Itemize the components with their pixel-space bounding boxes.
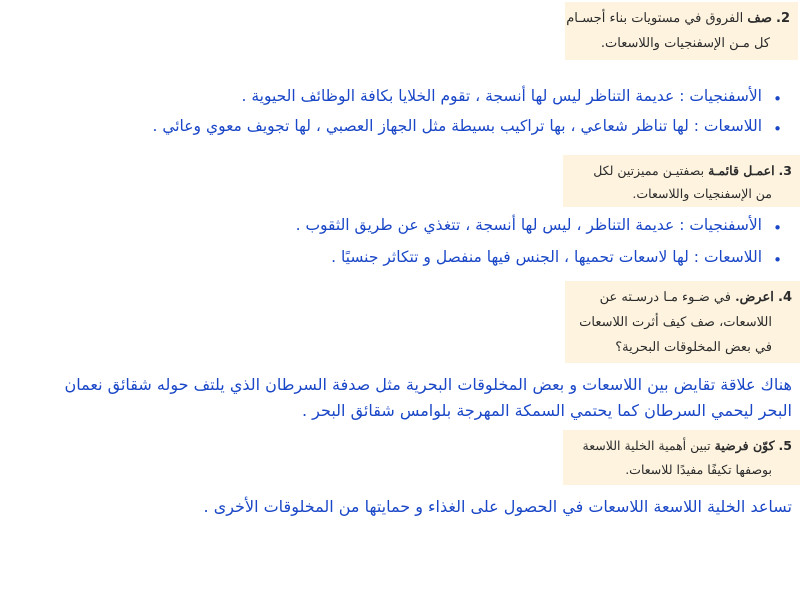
question-3-text-2: من الإسفنجيات واللاسعات.	[632, 186, 772, 201]
question-3-line-1	[571, 159, 792, 182]
question-4-text-1: في ضـوء مـا درسـته عن	[599, 290, 731, 305]
answer-3-line-1: الأسفنجيات : عديمة التناظر ، ليس لها أنسجة ، تتغذي عن طريق الثقوب .	[295, 216, 762, 234]
question-4-text-3: في بعض المخلوقات البحرية؟	[615, 340, 772, 355]
question-2-keyword: صف	[747, 11, 772, 26]
question-5-number: 5.	[778, 438, 792, 453]
question-2-text-1: الفروق في مستويات بناء أجسـام	[566, 11, 744, 26]
bullet-dot: •	[773, 219, 782, 237]
bullet-dot: •	[773, 90, 782, 108]
question-3-keyword: اعمـل قائمـة	[708, 163, 775, 178]
answer-5-text: تساعد الخلية اللاسعة اللاسعات في الحصول على الغذاء و حمايتها من المخلوقات الأخرى .	[203, 497, 792, 516]
answer-2-line-1: الأسفنجيات : عديمة التناظر ليس لها أنسجة ، تقوم الخلايا بكافة الوظائف الحيوية .	[241, 87, 762, 105]
question-5-line-1	[571, 434, 792, 458]
answer-2-line-2: اللاسعات : لها تناظر شعاعي ، بها تراكيب بسيطة مثل الجهاز العصبي ، لها تجويف معوي وعائي .	[152, 117, 762, 135]
question-5-keyword: كوّن فرضية	[714, 438, 775, 453]
answer-4-paragraph: هناك علاقة تقايض بين اللاسعات و بعض المخلوقات البحرية مثل صدفة السرطان الذي يلتف حوله شقائق نعمان البحر ليحمي السرطان كما يحتمي السمكة المهرجة بلوامس شقائق البحر .	[64, 375, 792, 420]
question-5-box	[563, 430, 800, 485]
question-2-line-1	[566, 6, 790, 31]
question-4-keyword: اعرض.	[735, 290, 774, 305]
bullet-dot: •	[773, 251, 782, 269]
question-4-number: 4.	[778, 290, 792, 305]
question-3-number: 3.	[778, 163, 792, 178]
question-5-text-2: بوصفها تكيفًا مفيدًا للاسعات.	[625, 462, 772, 477]
question-2-number: 2.	[776, 11, 790, 26]
question-3-box	[563, 155, 800, 207]
question-4-box	[565, 281, 800, 363]
question-2-box	[565, 2, 798, 60]
question-3-text-1: بصفتيـن مميزتين لكل	[593, 163, 705, 178]
question-5-text-1: تبين أهمية الخلية اللاسعة	[582, 438, 711, 453]
bullet-dot: •	[773, 120, 782, 138]
question-4-text-2: اللاسعات، صف كيف أثرت اللاسعات	[579, 315, 772, 330]
question-2-text-2: كل مـن الإسفنجيات واللاسعات.	[600, 36, 770, 51]
answer-3-line-2: اللاسعات : لها لاسعات تحميها ، الجنس فيها منفصل و تتكاثر جنسيًا .	[331, 248, 762, 266]
question-4-line-1	[573, 285, 792, 310]
